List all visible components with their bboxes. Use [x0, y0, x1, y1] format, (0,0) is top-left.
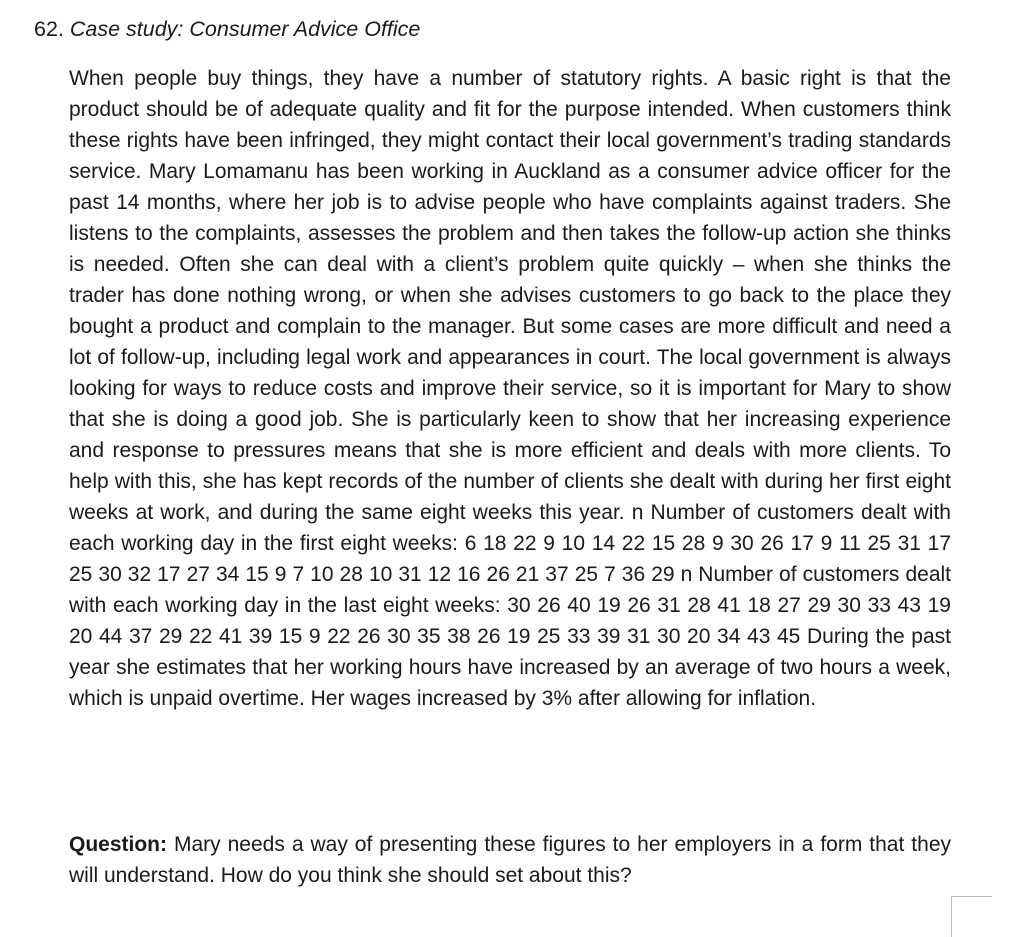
case-study-title: Case study: Consumer Advice Office: [69, 17, 421, 41]
question-number: 62.: [34, 17, 64, 41]
page-corner-box: [951, 896, 992, 937]
question-paragraph: [69, 829, 951, 891]
question-label: Question:: [69, 833, 167, 856]
case-study-body: When people buy things, they have a number of statutory rights. A basic right is that the product should be of adequate quality and fit for the purpose intended. When customers think these rights have been infringed, they might contact their local government’s trading standards service. Mary Lomamanu has been working in Auckland as a consumer advice officer for the past 14 months, where her job is to advise people who have complaints against traders. She listens to the complaints, assesses the problem and then takes the follow-up action she thinks is needed. Often she can deal with a client’s problem quite quickly – when she thinks the trader has done nothing wrong, or when she advises customers to go back to the place they bought a product and complain to the manager. But some cases are more difficult and need a lot of follow-up, including legal work and appearances in court. The local government is always looking for ways to reduce costs and improve their service, so it is important for Mary to show that she is doing a good job. She is particularly keen to show that her increasing experience and response to pressures means that she is more efficient and deals with more clients. To help with this, she has kept records of the number of clients she dealt with during her first eight weeks at work, and during the same eight weeks this year. n Number of customers dealt with each working day in the first eight weeks: 6 18 22 9 10 14 22 15 28 9 30 26 17 9 11 25 31 17 25 30 32 17 27 34 15 9 7 10 28 10 31 12 16 26 21 37 25 7 36 29 n Number of customers dealt with each working day in the last eight weeks: 30 26 40 19 26 31 28 41 18 27 29 30 33 43 19 20 44 37 29 22 41 39 15 9 22 26 30 35 38 26 19 25 33 39 31 30 20 34 43 45 During the past year she estimates that her working hours have increased by an average of two hours a week, which is unpaid overtime. Her wages increased by 3% after allowing for inflation.: [69, 67, 951, 710]
case-study-heading: [34, 16, 420, 42]
question-text: Mary needs a way of presenting these figures to her employers in a form that they will understand. How do you think she should set about this?: [69, 833, 951, 887]
